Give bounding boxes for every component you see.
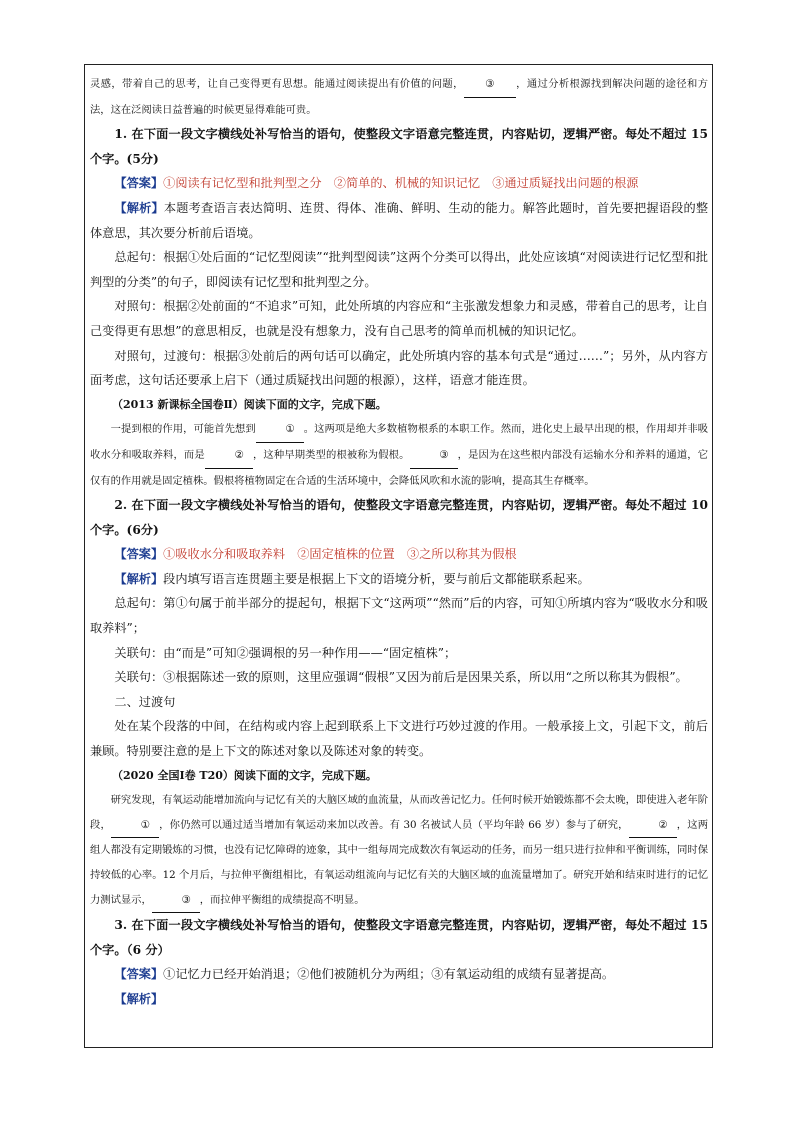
passage2-t3: ，这种早期类型的根被称为假根。: [252, 448, 410, 461]
passage3-t1: 研究发现，有氧运动能增加流向与记忆有关的大脑区域的血流量，从而改善记忆力。任何时候开始锻炼都不会太晚，即使进入老年阶段，: [90, 794, 708, 831]
passage2-t2: 。这两项是绝大多数植物根系的本职工作。然而，进化史上最早出现的根，作用却并非吸收水分和吸取养料，而是: [90, 423, 709, 461]
passage3-t4: ，而拉伸平衡组的成绩提高不明显。: [199, 893, 365, 906]
analysis-1-duizhao: 对照句：根据②处前面的“不追求”可知，此处所填的内容应和“主张激发想象力和灵感，带着自己的思考，让自己变得更有思想”的意思相反，也就是没有想象力，没有自己思考的简单而机械的知识记忆。: [90, 299, 708, 338]
analysis-tag: 【解析】: [114, 991, 164, 1006]
blank-3: ③: [410, 443, 458, 469]
analysis-tag: 【解析】: [114, 200, 164, 215]
passage3-t3: ，这两组人都没有定期锻炼的习惯，也没有记忆障碍的迹象，其中一组每周完成数次有氧运动的任务，而另一组只进行拉伸和平衡训练，同时保持较低的心率。12 个月后，与拉伸平衡组相比，有氧运动组流向与记忆有关的大脑区域的血流量增加了。研究开始和结束时进行的记忆力测试显示，: [90, 818, 709, 906]
answer-text: ①记忆力已经开始消退；②他们被随机分为两组；③有氧运动组的成绩有显著提高。: [163, 967, 615, 982]
passage3-text: [90, 788, 708, 913]
analysis-2-zongqi: 总起句：第①句属于前半部分的提起句，根据下文“这两项”“然而”后的内容，可知①所填内容为“吸收水分和吸取养料”；: [90, 596, 708, 636]
passage2-t4: ，是因为在这些根内部没有运输水分和养料的通道，它仅有的作用就是固定植株。假根将植物固定在合适的生活环境中，会降低风吹和水流的影响，提高其生存概率。: [90, 448, 709, 487]
passage1-tail: [90, 72, 708, 122]
analysis-1-guodu: 对照句，过渡句：根据③处前后的两句话可以确定，此处所填内容的基本句式是“通过……”；另外，从内容方面考虑，这句话还要承上启下（通过质疑找出问题的根源），这样，语意才能连贯。: [90, 348, 708, 388]
analysis-text: 本题考查语言表达简明、连贯、得体、准确、鲜明、生动的能力。解答此题时，首先要把握语段的整体意思，其次要分析前后语境。: [90, 200, 709, 240]
analysis-1-zongqi: 总起句：根据①处后面的“记忆型阅读”“批判型阅读”这两个分类可以得出，此处应该填“对阅读进行记忆型和批判型的分类”的句子，即阅读有记忆型和批判型之分。: [90, 250, 708, 289]
passage3-t2: ，你仍然可以通过适当增加有氧运动来加以改善。有 30 名被试人员（平均年龄 66 岁）参与了研究，: [158, 818, 629, 831]
question-2: 2. 在下面一段文字横线处补写恰当的语句，使整段文字语意完整连贯，内容贴切，逻辑严密。每处不超过 10 个字。(6分): [90, 498, 708, 537]
answer-2: [90, 542, 708, 567]
analysis-3: [90, 987, 708, 1012]
document-body: [90, 72, 708, 1012]
passage1-text-a: 灵感，带着自己的思考，让自己变得更有思想。能通过阅读提出有价值的问题，: [90, 78, 464, 90]
blank-3: ③: [152, 888, 200, 914]
passage2-source: （2013 新课标全国卷Ⅱ）阅读下面的文字，完成下题。: [112, 397, 387, 411]
blank-1: ①: [111, 813, 159, 839]
analysis-1: [90, 196, 708, 245]
blank-1: ①: [256, 417, 304, 443]
answer-tag: 【答案】: [114, 176, 164, 191]
blank-2: ②: [629, 813, 677, 839]
section-heading: 二、过渡句: [114, 694, 176, 709]
question-1: 1. 在下面一段文字横线处补写恰当的语句，使整段文字语意完整连贯，内容贴切，逻辑严密。每处不超过 15 个字。(5分): [90, 127, 708, 166]
question-3: 3. 在下面一段文字横线处补写恰当的语句，使整段文字语意完整连贯，内容贴切，逻辑严密，每处不超过 15 个字。（6 分）: [90, 918, 708, 957]
passage3-source: （2020 全国Ⅰ卷 T20）阅读下面的文字，完成下题。: [112, 768, 377, 782]
analysis-tag: 【解析】: [114, 571, 164, 586]
passage2-t1: 一提到根的作用，可能首先想到: [110, 423, 256, 436]
blank-3: ③: [464, 72, 516, 98]
answer-1: [90, 171, 708, 196]
answer-text: ①阅读有记忆型和批判型之分 ②简单的、机械的知识记忆 ③通过质疑找出问题的根源: [163, 176, 639, 191]
analysis-2: [90, 567, 708, 592]
answer-3: [90, 962, 708, 987]
answer-text: ①吸收水分和吸取养料 ②固定植株的位置 ③之所以称其为假根: [163, 547, 517, 562]
analysis-2-guanlian-1: 关联句：由“而是”可知②强调根的另一种作用——“固定植株”；: [114, 645, 457, 660]
answer-tag: 【答案】: [114, 547, 164, 562]
section-body: 处在某个段落的中间，在结构或内容上起到联系上下文进行巧妙过渡的作用。一般承接上文，引起下文，前后兼顾。特别要注意的是上下文的陈述对象以及陈述对象的转变。: [90, 719, 708, 759]
passage1-text-b: ，通过分析根源找到解决问题的途径和方法，这在泛阅读日益普遍的时候更显得难能可贵。: [90, 78, 709, 116]
analysis-2-guanlian-2: 关联句：③根据陈述一致的原则，这里应强调“假根”又因为前后是因果关系，所以用“之所以称其为假根”。: [114, 670, 688, 685]
passage2-text: [90, 417, 708, 493]
analysis-text: 段内填写语言连贯题主要是根据上下文的语境分析，要与前后文都能联系起来。: [163, 571, 590, 586]
answer-tag: 【答案】: [114, 967, 164, 982]
blank-2: ②: [205, 443, 253, 469]
